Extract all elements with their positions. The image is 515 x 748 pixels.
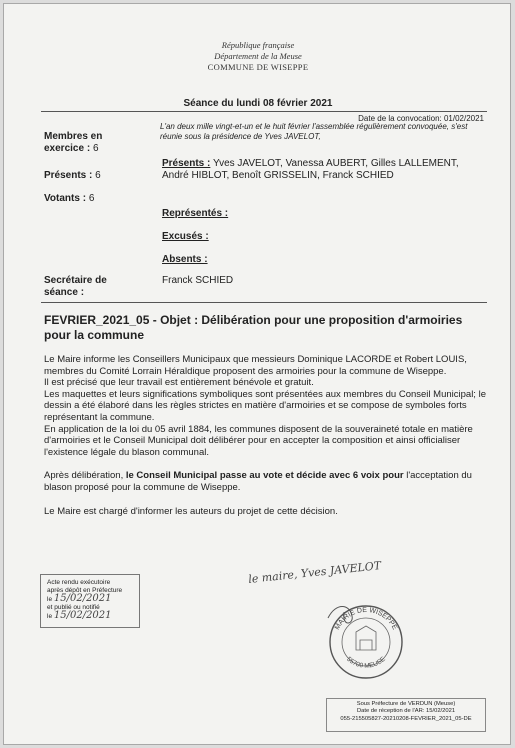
body-paragraph-5 [44, 470, 489, 493]
membres-votants [44, 193, 94, 205]
membres-exercice-value: 6 [92, 143, 99, 154]
seal-building-icon [356, 626, 376, 650]
objet-title: FEVRIER_2021_05 - Objet : Délibération pour une proposition d'armoiries pour la commune [44, 313, 463, 342]
secretaire-value: Franck SCHIED [162, 275, 234, 286]
presents-names: Yves JAVELOT, Vanessa AUBERT, Gilles LALLEMENT, André HIBLOT, Benoît GRISSELIN, Franck SCHIED [162, 158, 459, 181]
body-text [44, 354, 489, 517]
prefecture-line2: Date de réception de l'AR: 15/02/2021 [356, 708, 456, 715]
acte-line2: après dépôt en Préfecture [47, 587, 123, 594]
membres-exercice [44, 131, 134, 155]
body-paragraph-6: Le Maire est chargé d'informer les auteurs du projet de cette décision. [44, 505, 338, 517]
prefecture-line3: 055-215505827-20210208-FEVRIER_2021_05-DE [340, 715, 472, 722]
seal-door-icon [360, 640, 372, 650]
prefecture-receipt-box [326, 698, 486, 732]
excuses-label: Excusés : [162, 231, 209, 242]
prefecture-line1: Sous Préfecture de VERDUN (Meuse) [356, 701, 456, 707]
presents-label: Présents : [162, 158, 211, 169]
header-departement: Département de la Meuse [214, 51, 302, 61]
acte-date1-row [47, 595, 133, 604]
divider-top [41, 111, 487, 112]
membres-votants-value: 6 [88, 193, 95, 204]
header-commune: COMMUNE DE WISEPPE [207, 62, 309, 72]
decision-prefix: Après délibération, [44, 470, 126, 482]
membres-presents-label: Présents : [44, 170, 93, 181]
seance-title: Séance du lundi 08 février 2021 [183, 98, 333, 109]
header-republique: République française [221, 40, 295, 50]
acte-le: le [47, 596, 53, 603]
acte-line1: Acte rendu exécutoire [47, 579, 111, 586]
membres-presents-value: 6 [95, 170, 101, 181]
body-paragraph-2: Il est précisé que leur travail est entièrement bénévole et gratuit. [44, 377, 314, 389]
document-page [3, 3, 511, 745]
divider-middle [41, 302, 487, 303]
secretaire-label: Secrétaire de séance : [44, 275, 107, 298]
body-paragraph-3: Les maquettes et leurs significations symboliques sont présentées aux membres du Conseil Municipal; le dessin a été élaboré dans les règles strictes en matière d'armoiries et se compose de symboles forts représentant la commune. [44, 388, 486, 423]
body-paragraph-1: Le Maire informe les Conseillers Municipaux que messieurs Dominique LACORDE et Robert LOUIS, membres du Comité Lorrain Héraldique proposent des armoiries pour la commune de Wiseppe. [44, 354, 467, 377]
mairie-seal [322, 598, 406, 682]
representes-label: Représentés : [162, 208, 229, 219]
seal-top-textpath: MAIRIE DE WISEPPE [333, 606, 399, 632]
seal-bottom-text [345, 655, 387, 669]
acte-line3: et publié ou notifié [47, 604, 100, 611]
membres-exercice-label: Membres en exercice : [44, 131, 103, 154]
absents-label: Absents : [162, 254, 208, 265]
acte-date1: 15/02/2021 [53, 593, 112, 604]
presents-list [162, 158, 482, 182]
handwritten-signature-text: le maire, Yves JAVELOT [247, 559, 382, 586]
decision-bold: le Conseil Municipal passe au vote et décide avec 6 voix pour [125, 470, 404, 482]
acte-date2: 15/02/2021 [53, 610, 112, 621]
seal-top-text [334, 607, 398, 631]
acte-le-2: le [47, 613, 53, 620]
body-paragraph-4: En application de la loi du 05 avril 1884, les communes disposent de la souveraineté totale en matière d'armoiries et le Conseil Municipal doit délibérer pour en accepter la composition et ainsi officialiser l'existence légale du blason communal. [44, 423, 473, 458]
convocation-date: Date de la convocation: 01/02/2021 [358, 114, 484, 123]
acte-date2-row [47, 612, 133, 621]
seal-bottom-textpath: 55700 MEUSE [345, 655, 387, 670]
membres-votants-label: Votants : [44, 193, 87, 204]
decision-suffix: l'acceptation du blason proposé pour la commune de Wiseppe. [44, 470, 472, 493]
intro-text: L'an deux mille vingt-et-un et le huit février l'assemblée régulièrement convoquée, s'est réunie sous la présidence de Yves JAVELOT, [160, 122, 468, 141]
acte-executoire-box [40, 574, 140, 628]
membres-presents [44, 170, 101, 182]
